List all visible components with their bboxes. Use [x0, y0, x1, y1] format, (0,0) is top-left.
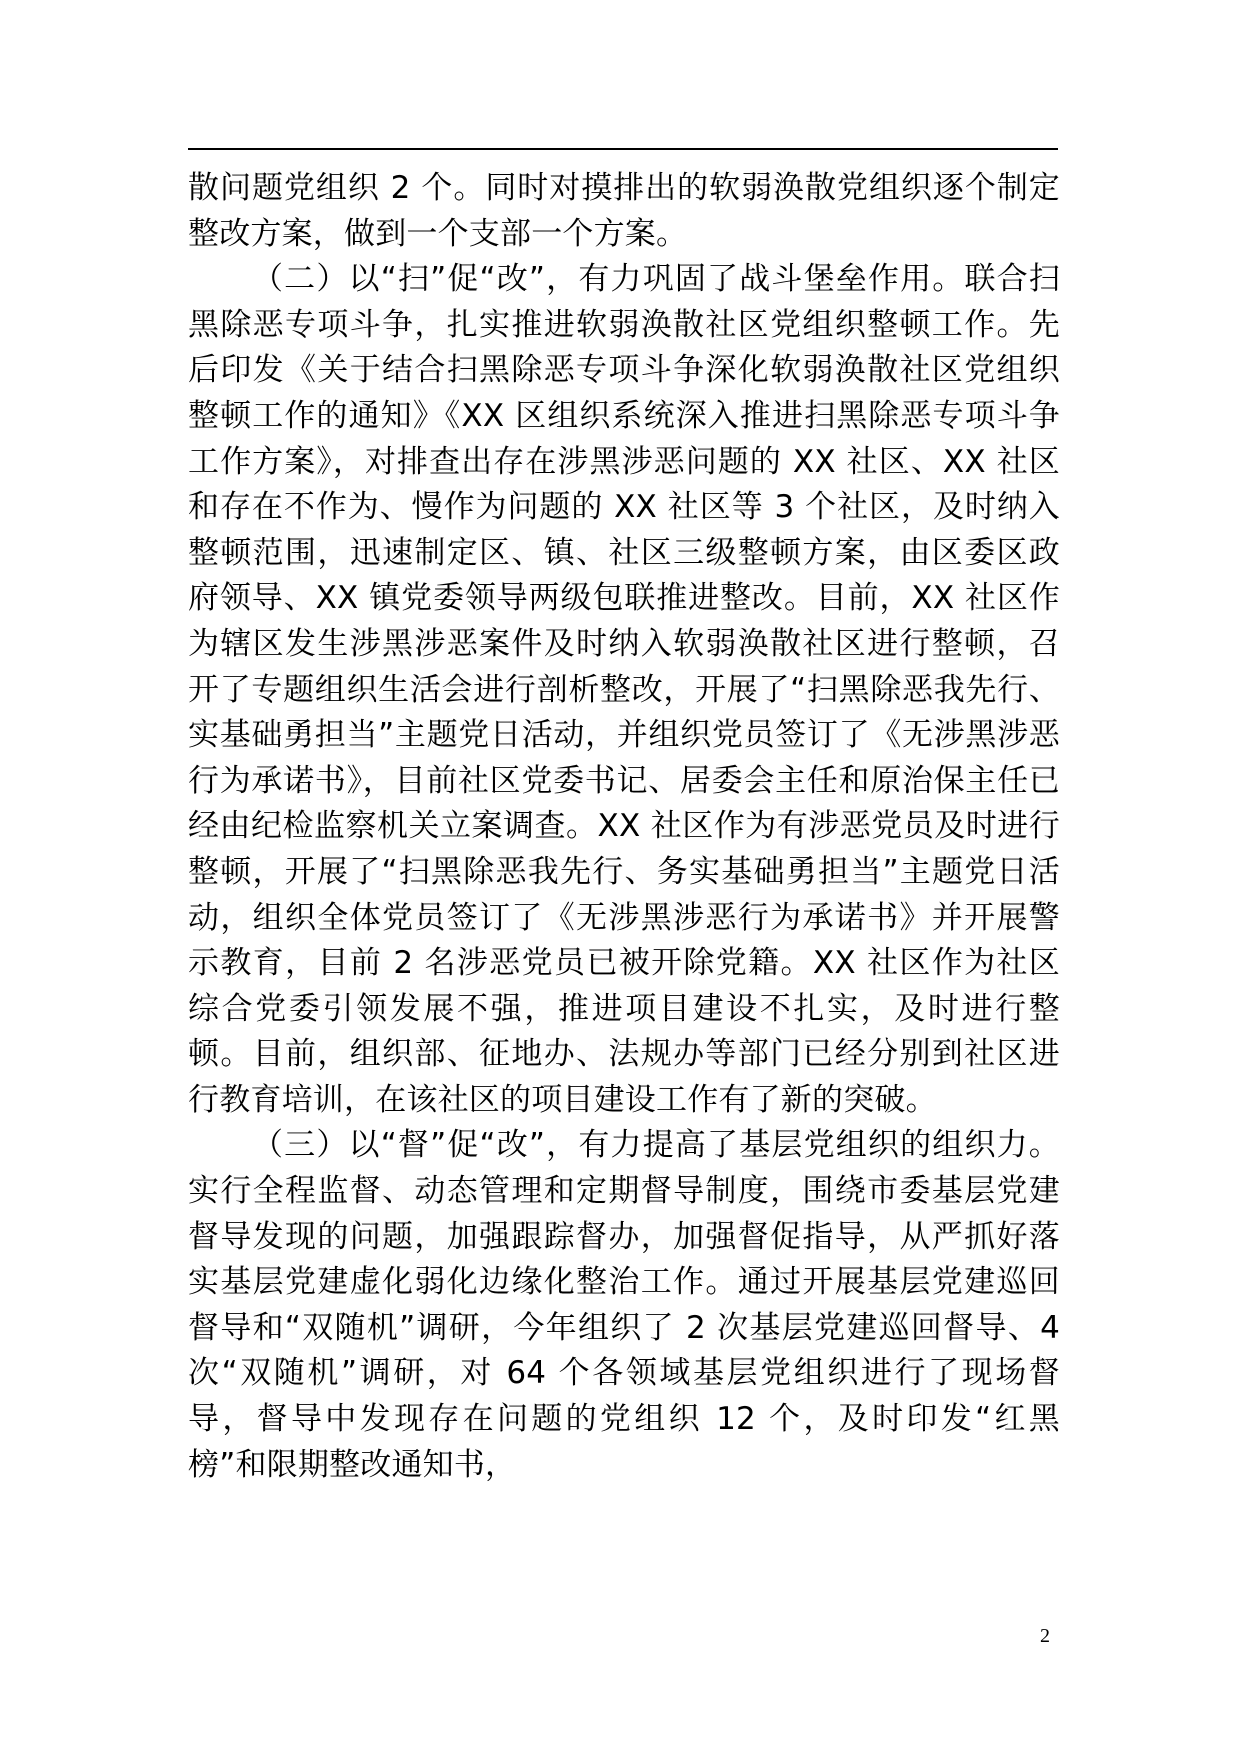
- paragraph-continuation: 散问题党组织 2 个。同时对摸排出的软弱涣散党组织逐个制定整改方案，做到一个支部一个方案。: [188, 170, 1060, 252]
- document-body: [188, 166, 1060, 1488]
- paragraph-section-3: （三）以“督”促“改”，有力提高了基层党组织的组织力。实行全程监督、动态管理和定期督导制度，围绕市委基层党建督导发现的问题，加强跟踪督办，加强督促指导，从严抓好落实基层党建虚化弱化边缘化整治工作。通过开展基层党建巡回督导和“双随机”调研，今年组织了 2 次基层党建巡回督导、4 次“双随机”调研，对 64 个各领域基层党组织进行了现场督导，督导中发现存在问题的党组织 12 个，及时印发“红黑榜”和限期整改通知书，: [188, 1127, 1060, 1483]
- paragraph-section-2: （二）以“扫”促“改”，有力巩固了战斗堡垒作用。联合扫黑除恶专项斗争，扎实推进软弱涣散社区党组织整顿工作。先后印发《关于结合扫黑除恶专项斗争深化软弱涣散社区党组织整顿工作的通知》《XX 区组织系统深入推进扫黑除恶专项斗争工作方案》，对排查出存在涉黑涉恶问题的 XX 社区、XX 社区和存在不作为、慢作为问题的 XX 社区等 3 个社区，及时纳入整顿范围，迅速制定区、镇、社区三级整顿方案，由区委区政府领导、XX 镇党委领导两级包联推进整改。目前，XX 社区作为辖区发生涉黑涉恶案件及时纳入软弱涣散社区进行整顿，召开了专题组织生活会进行剖析整改，开展了“扫黑除恶我先行、实基础勇担当”主题党日活动，并组织党员签订了《无涉黑涉恶行为承诺书》，目前社区党委书记、居委会主任和原治保主任已经由纪检监察机关立案调查。XX 社区作为有涉恶党员及时进行整顿，开展了“扫黑除恶我先行、务实基础勇担当”主题党日活动，组织全体党员签订了《无涉黑涉恶行为承诺书》并开展警示教育，目前 2 名涉恶党员已被开除党籍。XX 社区作为社区综合党委引领发展不强，推进项目建设不扎实，及时进行整顿。目前，组织部、征地办、法规办等部门已经分别到社区进行教育培训，在该社区的项目建设工作有了新的突破。: [188, 261, 1060, 1118]
- header-rule: [188, 148, 1058, 150]
- page-number: 2: [1040, 1625, 1050, 1647]
